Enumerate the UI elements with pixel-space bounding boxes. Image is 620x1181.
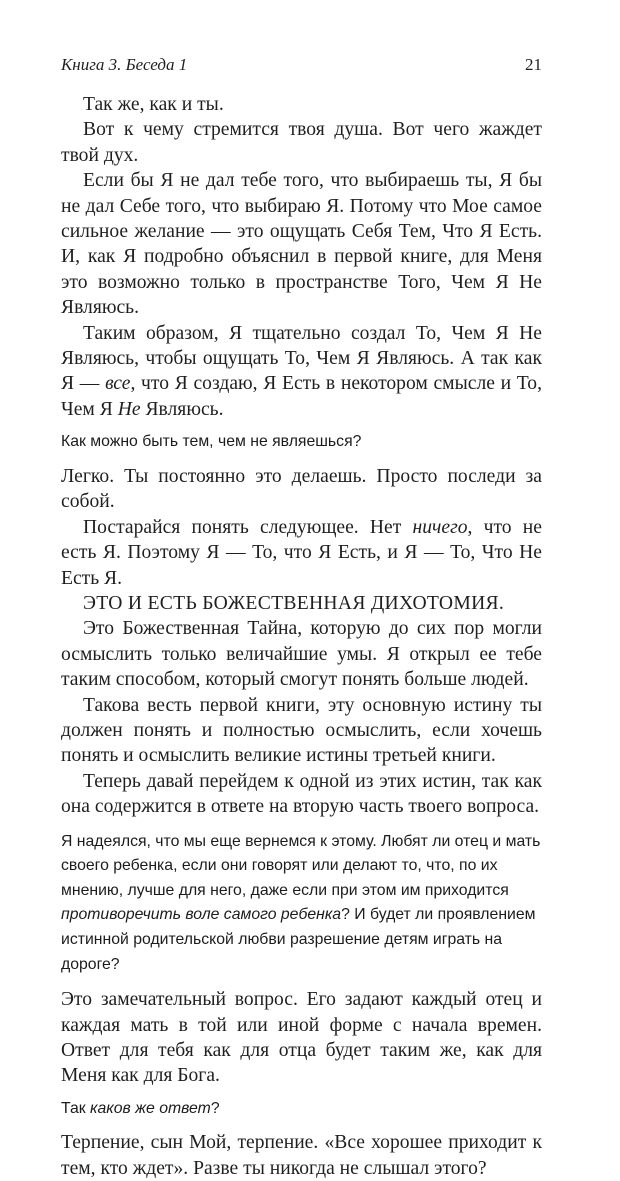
paragraph: Теперь давай перейдем к одной из этих истин, так как она содержится в ответе на вторую часть твоего вопроса.	[61, 770, 542, 818]
italic-run: каков же ответ	[90, 1099, 211, 1117]
paragraph: Вот к чему стремится твоя душа. Вот чего жаждет твой дух.	[61, 119, 542, 166]
italic-run: все	[105, 373, 131, 395]
question	[61, 830, 542, 978]
running-title: Книга 3. Беседа 1	[61, 55, 188, 74]
text-run: ? И будет ли проявлением истинной родительской любви разрешение детям играть на дороге?	[61, 906, 536, 973]
text-run: ?	[210, 1099, 220, 1117]
emphasis-paragraph: ЭТО И ЕСТЬ БОЖЕСТВЕННАЯ ДИХОТОМИЯ.	[83, 592, 505, 614]
italic-run: противоречить воле самого ребенка	[61, 906, 342, 924]
paragraph: Это Божественная Тайна, которую до сих пор могли осмыслить только величайшие умы. Я открыл ее тебе таким способом, который смогут понять больше людей.	[61, 618, 542, 691]
paragraph	[61, 321, 542, 423]
page-number: 21	[525, 55, 542, 74]
text-run: Я надеялся, что мы еще вернемся к этому. Любят ли отец и мать своего ребенка, если они говорят или делают то, что, по их мнению, лучше для него, даже если при этом им приходится	[61, 832, 541, 899]
text-run: Так	[61, 1099, 91, 1117]
text-run: Являюсь.	[140, 398, 224, 420]
paragraph: Такова весть первой книги, эту основную истину ты должен понять и полностью осмыслить, если хочешь понять и осмыслить великие истины третьей книги.	[61, 694, 542, 767]
text-run: , что Я создаю, Я Есть в некотором смысле и То, Чем Я	[61, 373, 542, 420]
italic-run: ничего	[412, 516, 468, 538]
paragraph: Терпение, сын Мой, терпение. «Все хорошее приходит к тем, кто ждет». Разве ты никогда не слышал этого?	[61, 1132, 542, 1179]
text-run: Таким образом, Я тщательно создал То, Чем Я Не Являюсь, чтобы ощущать То, Чем Я Являюсь. А так как Я —	[61, 322, 542, 395]
italic-run: Не	[117, 398, 141, 420]
text-run: , что не есть Я. Поэтому Я — То, что Я Есть, и Я — То, Что Не Есть Я.	[61, 516, 542, 589]
page-header	[61, 55, 542, 81]
paragraph: Если бы Я не дал тебе того, что выбираешь ты, Я бы не дал Себе того, что выбираю Я. Потому что Мое самое сильное желание — это ощущать Себя Тем, Что Я Есть. И, как Я подробно объяснил в первой книге, для Меня это возможно только в пространстве Того, Чем Я Не Являюсь.	[61, 170, 542, 319]
question: Как можно быть тем, чем не являешься?	[61, 433, 362, 451]
paragraph: Так же, как и ты.	[83, 94, 224, 115]
question	[61, 1097, 542, 1122]
page-body	[61, 92, 542, 1181]
paragraph	[61, 515, 542, 591]
paragraph: Это замечательный вопрос. Его задают каждый отец и каждая мать в той или иной форме с начала времен. Ответ для тебя как для отца будет таким же, как для Меня как для Бога.	[61, 989, 542, 1087]
paragraph: Легко. Ты постоянно это делаешь. Просто последи за собой.	[61, 465, 542, 513]
text-run: Постарайся понять следующее. Нет	[83, 516, 413, 538]
